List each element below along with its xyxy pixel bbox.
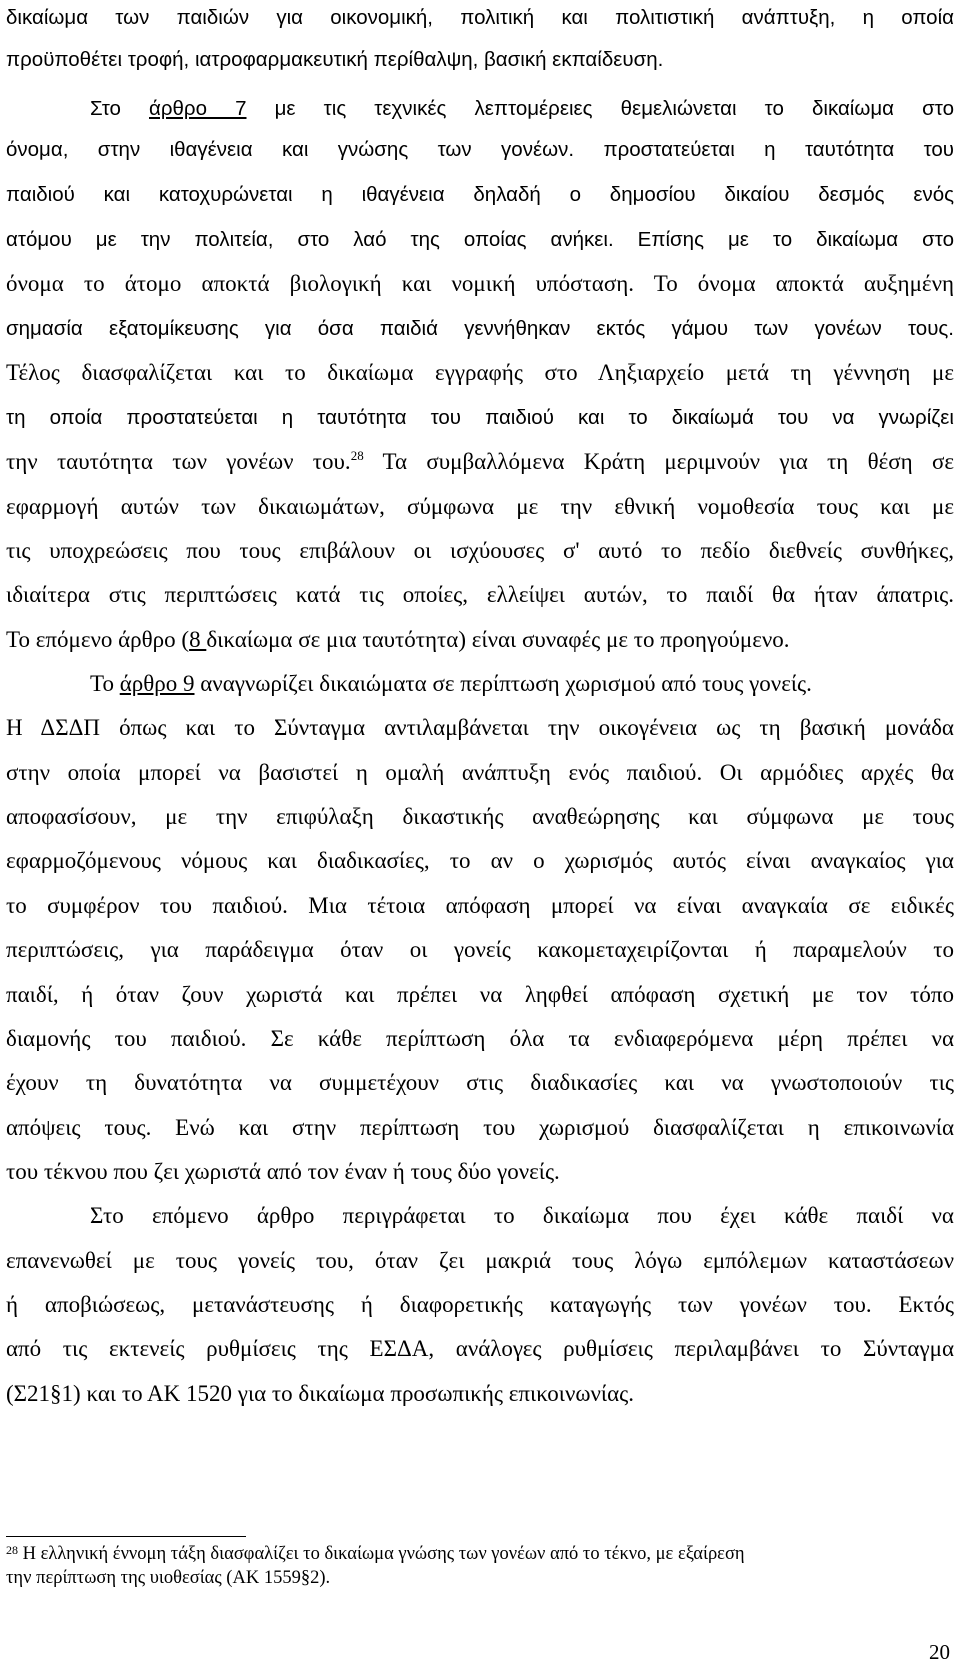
text-line: εφαρμογή αυτών των δικαιωμάτων, σύμφωνα με την εθνική νομοθεσία τους και με [6, 494, 954, 519]
text-line: αποφασίσουν, με την επιφύλαξη δικαστικής αναθεώρησης και σύμφωνα με τους [6, 804, 954, 829]
text-line: Τέλος διασφαλίζεται και το δικαίωμα εγγραφής στο Ληξιαρχείο μετά τη γέννηση με [6, 360, 954, 385]
text-line: Στο επόμενο άρθρο περιγράφεται το δικαίωμα που έχει κάθε παιδί να [90, 1203, 954, 1228]
text-line [6, 626, 954, 654]
text-line: απόψεις τους. Ενώ και στην περίπτωση του χωρισμού διασφαλίζεται η επικοινωνία [6, 1115, 954, 1140]
text-line: ατόμου με την πολιτεία, στο λαό της οποίας ανήκει. Επίσης με το δικαίωμα στο [6, 228, 954, 251]
text-line: Η ΔΣΔΠ όπως και το Σύνταγμα αντιλαμβάνεται την οικογένεια ως τη βασική μονάδα [6, 715, 954, 740]
text-line: το συμφέρον του παιδιού. Μια τέτοια απόφαση μπορεί να είναι αναγκαία σε ειδικές [6, 893, 954, 918]
text-span: Στο [90, 97, 150, 120]
footnote-continuation: την περίπτωση της υιοθεσίας (ΑΚ 1559§2). [6, 1568, 331, 1588]
text-span: Το επόμενο άρθρο ( [6, 627, 190, 652]
text-span: Τα συμβαλλόμενα Κράτη μεριμνούν για τη θέση σε [363, 449, 955, 474]
text-line: περιπτώσεις, για παράδειγμα όταν οι γονείς κακομεταχειρίζονται ή παραμελούν το [6, 937, 954, 962]
text-line: (Σ21§1) και το ΑΚ 1520 για το δικαίωμα προσωπικής επικοινωνίας. [6, 1381, 635, 1406]
footnote-reference[interactable]: 28 [350, 448, 364, 463]
text-line: ιδιαίτερα στις περιπτώσεις κατά τις οποίες, ελλείψει αυτών, το παιδί θα ήταν άπατρις. [6, 582, 954, 607]
text-span: δικαίωμα σε μια ταυτότητα) είναι συναφές με το προηγούμενο. [206, 627, 790, 652]
text-line: επανενωθεί με τους γονείς του, όταν ζει μακριά τους λόγω εμπόλεμων καταστάσεων [6, 1248, 954, 1273]
text-line: διαμονής του παιδιού. Σε κάθε περίπτωση όλα τα ενδιαφερόμενα μέρη πρέπει να [6, 1026, 954, 1051]
text-span: με τις τεχνικές λεπτομέρειες θεμελιώνεται το δικαίωμα στο [246, 97, 954, 120]
text-line: τη οποία προστατεύεται η ταυτότητα του παιδιού και το δικαίωμά του να γνωρίζει [6, 406, 954, 429]
article-7-link[interactable]: άρθρο 7 [149, 97, 247, 120]
article-9-link[interactable]: άρθρο 9 [119, 671, 195, 696]
text-line: παιδί, ή όταν ζουν χωριστά και πρέπει να ληφθεί απόφαση σχετική με τον τόπο [6, 982, 954, 1007]
text-line: όνομα το άτομο αποκτά βιολογική και νομική υπόσταση. Το όνομα αποκτά αυξημένη [6, 271, 954, 296]
text-span: την ταυτότητα των γονέων του. [6, 449, 351, 474]
footnote-number: 28 [6, 1543, 18, 1557]
text-line: προϋποθέτει τροφή, ιατροφαρμακευτική περίθαλψη, βασική εκπαίδευση. [6, 48, 664, 71]
text-line: από τις εκτενείς ρυθμίσεις της ΕΣΔΑ, ανάλογες ρυθμίσεις περιλαμβάνει το Σύνταγμα [6, 1336, 954, 1361]
text-line: τις υποχρεώσεις που τους επιβάλουν οι ισχύουσες σ' αυτό το πεδίο διεθνείς συνθήκες, [6, 538, 954, 563]
text-line: παιδιού και κατοχυρώνεται η ιθαγένεια δηλαδή ο δημοσίου δικαίου δεσμός ενός [6, 183, 954, 206]
text-span: αναγνωρίζει δικαιώματα σε περίπτωση χωρισμού από τους γονείς. [194, 671, 812, 696]
text-line: του τέκνου που ζει χωριστά από τον έναν ή τους δύο γονείς. [6, 1159, 560, 1184]
text-span: Το [90, 671, 120, 696]
footnote-text: Η ελληνική έννομη τάξη διασφαλίζει το δικαίωμα γνώσης των γονέων από το τέκνο, με εξαίρεση [18, 1544, 745, 1564]
text-line: έχουν τη δυνατότητα να συμμετέχουν στις διαδικασίες και να γνωστοποιούν τις [6, 1070, 954, 1095]
page-number: 20 [929, 1640, 950, 1664]
text-line: ή αποβιώσεως, μετανάστευσης ή διαφορετικής καταγωγής των γονέων του. Εκτός [6, 1292, 954, 1317]
text-line: σημασία εξατομίκευσης για όσα παιδιά γεννήθηκαν εκτός γάμου των γονέων τους. [6, 317, 954, 340]
text-line: δικαίωμα των παιδιών για οικονομική, πολιτική και πολιτιστική ανάπτυξη, η οποία [6, 6, 954, 29]
text-line: εφαρμοζόμενους νόμους και διαδικασίες, το αν ο χωρισμός αυτός είναι αναγκαίος για [6, 848, 954, 873]
text-line [6, 670, 954, 698]
text-line [6, 448, 954, 476]
text-line: όνομα, στην ιθαγένεια και γνώσης των γονέων. προστατεύεται η ταυτότητα του [6, 138, 954, 161]
footnote [6, 1542, 954, 1566]
footnote-separator [6, 1536, 246, 1537]
article-8-link[interactable]: 8 [189, 627, 207, 652]
text-line [6, 95, 954, 123]
text-line: στην οποία μπορεί να βασιστεί η ομαλή ανάπτυξη ενός παιδιού. Οι αρμόδιες αρχές θα [6, 760, 954, 785]
